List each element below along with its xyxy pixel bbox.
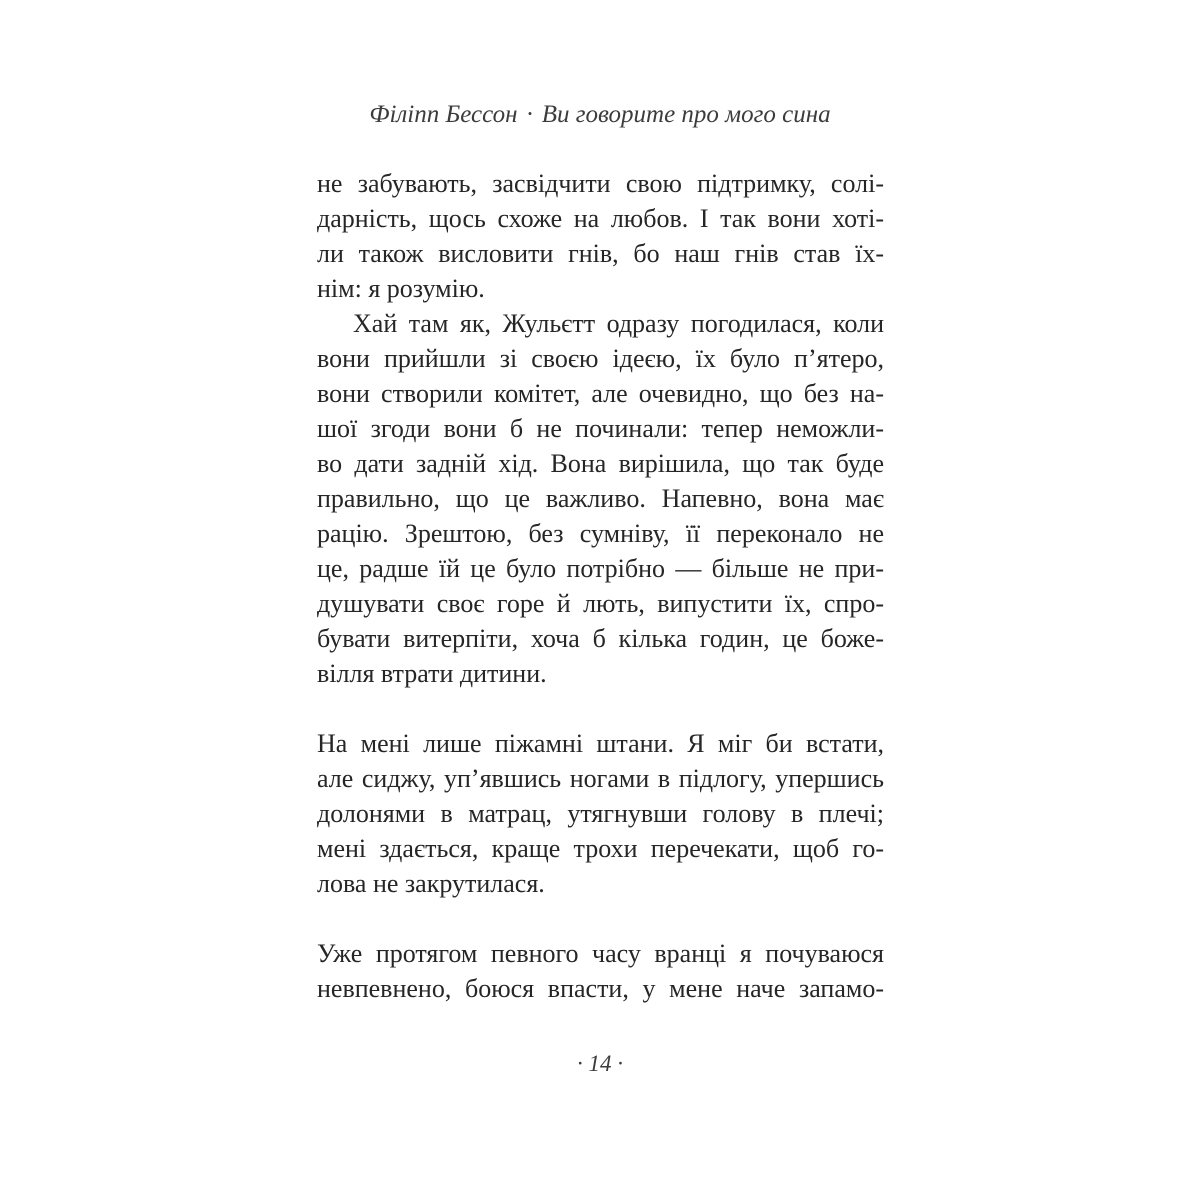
text-line: але сиджу, уп’явшись ногами в підлогу, упершись — [317, 764, 884, 793]
text-line: бувати витерпіти, хоча б кілька годин, це боже- — [317, 624, 884, 653]
text-line: рацію. Зрештою, без сумніву, її переконало не — [317, 519, 884, 548]
text-line: Уже протягом певного часу вранці я почуваюся — [317, 939, 884, 968]
text-line: не забувають, засвідчити свою підтримку, солі- — [317, 169, 884, 198]
text-line: во дати задній хід. Вона вирішила, що так буде — [317, 449, 884, 478]
paragraph — [317, 936, 884, 1006]
paragraph — [317, 306, 884, 691]
page-number — [0, 1050, 1200, 1078]
text-line: Хай там як, Жульєтт одразу погодилася, коли — [353, 309, 884, 338]
header-author: Філіпп Бессон — [369, 101, 518, 128]
body-text — [317, 166, 884, 1006]
text-line: правильно, що це важливо. Напевно, вона має — [317, 484, 884, 513]
text-line: вони створили комітет, але очевидно, що без на- — [317, 379, 884, 408]
text-line: невпевнено, боюся впасти, у мене наче запамо- — [317, 974, 884, 1003]
text-line: долонями в матрац, утягнувши голову в плечі; — [317, 799, 884, 828]
text-line: На мені лише піжамні штани. Я міг би встати, — [317, 729, 884, 758]
text-line: ли також висловити гнів, бо наш гнів став їх- — [317, 239, 884, 268]
text-line: мені здається, краще трохи перечекати, щоб го- — [317, 834, 884, 863]
header-book-title: Ви говорите про мого сина — [541, 101, 831, 128]
paragraph — [317, 166, 884, 306]
text-line: шої згоди вони б не починали: тепер неможли- — [317, 414, 884, 443]
running-header — [0, 100, 1200, 130]
text-line: вілля втрати дитини. — [317, 659, 547, 688]
text-line: це, радше їй це було потрібно — більше не при- — [317, 554, 884, 583]
text-line: вони прийшли зі своєю ідеєю, їх було п’ятеро, — [317, 344, 884, 373]
paragraph — [317, 726, 884, 901]
text-line: дарність, щось схоже на любов. І так вони хоті- — [317, 204, 884, 233]
text-line: нім: я розумію. — [317, 274, 485, 303]
text-line: душувати своє горе й лють, випустити їх, спро- — [317, 589, 884, 618]
header-separator: · — [526, 101, 533, 128]
text-line: лова не закрутилася. — [317, 869, 545, 898]
page-number-label: · 14 · — [577, 1051, 623, 1076]
